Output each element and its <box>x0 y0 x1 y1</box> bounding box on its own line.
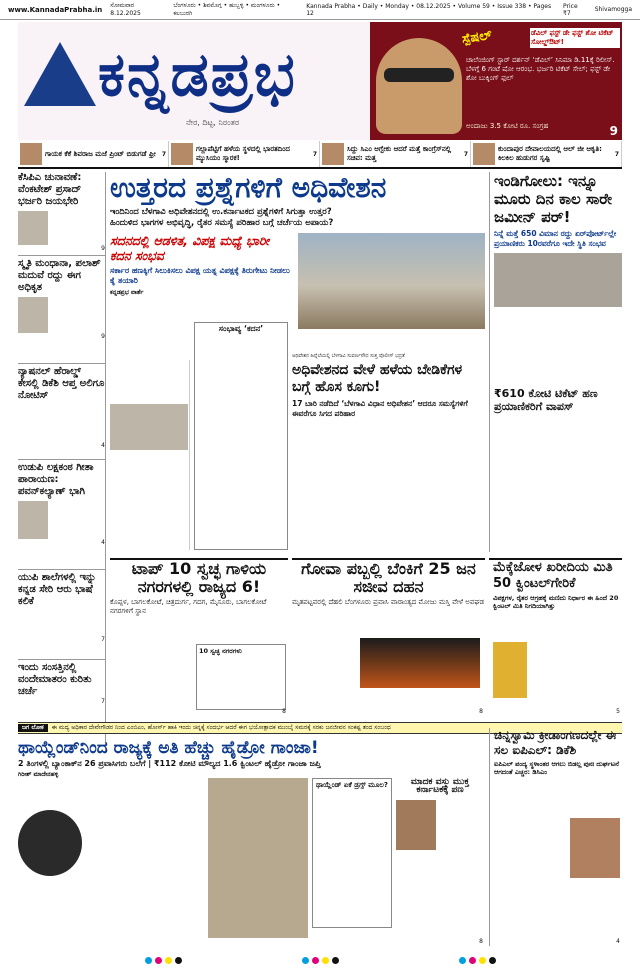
byline: ಗಿರೀಶ್ ಮಾದೇನಹಳ್ಳಿ <box>18 771 59 778</box>
site-url[interactable]: www.KannadaPrabha.in <box>8 5 103 14</box>
page-ref: 4 <box>101 539 105 546</box>
ganja-headline: ಥಾಯ್ಲೆಂಡ್‌ನಿಂದ ರಾಜ್ಯಕ್ಕೆ ಅತಿ ಹೆಚ್ಚು ಹೈಡ್ರೋ ಗಾಂಜಾ! <box>18 738 319 758</box>
teaser-text: ಗಲ್ಲಾಪೆಟ್ಟಿಗೆ ಹಳೆಯ ಸ್ಥಳದಲ್ಲಿ ಭಾರತದಿಂದ ಮ್ಯುಸಿಯಂ ಸ್ಮಾರಕ! <box>196 145 290 162</box>
left-headline: ನ್ಯಾಷನಲ್ ಹೆರಾಲ್ಡ್ ಕೇಸಲ್ಲಿ ಡಿಕೆಶಿ ಆಪ್ತ ಅಲಿಗೂ ನೋಟಿಸ್ <box>18 366 105 401</box>
sunglasses-icon <box>384 68 454 82</box>
teaser-item[interactable] <box>18 141 169 167</box>
clean-air-subhead: ಕೊಪ್ಪಳ, ಬಾಗಲಕೋಟೆ, ಚಿತ್ರದುರ್ಗ, ಗದಗ, ಮೈಸೂರು, ಬಾಗಲಕೋಟೆ ನಗರಗಳಿಗೆ ಸ್ಥಾನ <box>110 598 267 615</box>
teaser-item[interactable] <box>169 141 320 167</box>
color-dots-icon <box>459 957 496 964</box>
lead-left <box>110 233 294 329</box>
left-story[interactable] <box>18 172 105 256</box>
page-ref: 7 <box>101 698 105 705</box>
goa-story[interactable] <box>292 558 485 716</box>
price: Price ₹7 <box>563 2 578 17</box>
promo-footer: ಅಂದಾಜು 3.5 ಕೋಟಿ ರೂ. ಸಂಗ್ರಹ <box>466 122 549 130</box>
second-story[interactable] <box>292 362 485 550</box>
list-title: 10 ಸ್ವಚ್ಛ ನಗರಗಳು <box>199 647 242 655</box>
page-ref: 9 <box>101 245 105 252</box>
story-photo <box>18 297 48 333</box>
clean-air-headline: ಟಾಪ್ 10 ಸ್ವಚ್ಛ ಗಾಳಿಯ ನಗರಗಳಲ್ಲಿ ರಾಜ್ಯದ 6! <box>131 559 267 596</box>
left-headline: ಯುಪಿ ಶಾಲೆಗಳಲ್ಲಿ ಇನ್ನು ಕನ್ನಡ ಸೇರಿ ಆರು ಭಾಷೆ ಕಲಿಕೆ <box>18 572 97 607</box>
strip-text: ಈ ಮದ್ಯ ಅಧಿಕಾರ ದೇವೇಗೌಡರ ನಿಂದ ಎಂಬಿಎಂ, ಹೋರ್ಸ್ ಹಾಕಿ ಇಂದು ಚಿನ್ನಕ್ಕೆ ಸಂದರ್ಭ ಆದರೆ ಈಗ ಭಯೋತ್ಪಾದಕ ಮುಂಬೈ ಸಮರಕ್ಕೆ ಸರಕು ಜನಜೀವನ ಸಂಕಷ್ಟ ತಂದ ಸಂಬಂಧ <box>51 724 391 731</box>
seized-ganja-photo <box>208 778 308 938</box>
story-photo <box>18 501 48 539</box>
clean-air-story[interactable] <box>110 558 288 716</box>
teaser-text: ಕುಂದಾಪುರ ದೇವಾಲಯದಲ್ಲಿ ಆಲ್ ಜೀ ಆಕೃತಿ: ಕಿಲಕಿಲ ಹುಡುಗರ ಸೃಷ್ಟಿ <box>498 145 602 162</box>
newspaper-title: ಕನ್ನಡಪ್ರಭ <box>98 40 297 110</box>
teaser-page: 7 <box>614 150 619 158</box>
left-story[interactable] <box>18 364 105 460</box>
lead-body <box>110 360 190 550</box>
drugs-graphic-icon <box>18 810 82 876</box>
ganja-subhead: 2 ತಿಂಗಳಲ್ಲಿ ಬ್ಯಾಂಕಾಕ್‌ನ 26 ಪ್ರವಾಸಿಗರು ಬಲೆಗೆ | ₹112 ಕೋಟಿ ಮೌಲ್ಯದ 1.6 ಕ್ವಿಂಟಲ್ ಹೈಡ್ರೋ ಗಾಂಜಾ ಜಪ್ತಿ <box>18 759 321 768</box>
maize-headline: ಮೆಕ್ಕೆಜೋಳ ಖರೀದಿಯ ಮಿತಿ 50 ಕ್ವಿಂಟಲ್‌ಗೇರಿಕೆ <box>493 560 613 591</box>
why-thailand-box <box>312 778 392 928</box>
promo-sticker: ಸ್ಪೆಷಲ್ <box>461 27 493 48</box>
page-ref: 9 <box>101 333 105 340</box>
logo-triangle-icon <box>24 42 96 106</box>
goa-headline: ಗೋವಾ ಪಬ್ಬಲ್ಲಿ ಬೆಂಕಿಗೆ 25 ಜನ ಸಜೀವ ದಹನ <box>301 559 476 596</box>
color-dots-icon <box>145 957 182 964</box>
masthead <box>18 22 622 140</box>
ipl-story[interactable] <box>489 728 622 946</box>
ipl-headline: ಚಿನ್ನಸ್ವಾಮಿ ಕ್ರೀಡಾಂಗಣದಲ್ಲೇ ಈ ಸಲ ಐಪಿಎಲ್: ಡಿಕೆಶಿ <box>494 728 617 757</box>
teaser-text: ಸಿದ್ದು ಸಿಎಂ ಆಗ್ಬೇಕು ಆದರೆ ಮತ್ತೆ ಕಾಂಗ್ರೆಸ್‌ನಲ್ಲಿ ಸಚಿವ: ಮತ್ತ <box>347 145 452 162</box>
color-dots-icon <box>302 957 339 964</box>
box-title: ಥಾಯ್ಲೆಂಡ್ ಏಕೆ ಡ್ರಗ್ಸ್ ಮೂಲ? <box>316 781 388 789</box>
lead-headline: ಉತ್ತರದ ಪ್ರಶ್ನೆಗಳಿಗೆ ಅಧಿವೇಶನ <box>110 171 387 204</box>
teaser-thumb <box>20 143 42 165</box>
refund-headline: ₹610 ಕೋಟಿ ಟಿಕೆಟ್ ಹಣ ಪ್ರಯಾಣಿಕರಿಗೆ ವಾಪಸ್ <box>494 387 598 413</box>
left-story[interactable] <box>18 660 105 720</box>
edition: Shivamogga <box>594 6 633 13</box>
teaser-text: ಗಾಯಕ ಕೆಕೆ ಶಿವರಾಜ ಮಜೆ ಪ್ರಿಂಟ್ ಬಿಡುಗಡೆ ಫ್ರೀ <box>45 149 156 158</box>
fire-photo <box>360 638 480 688</box>
airport-photo <box>494 253 622 307</box>
drug-free-box <box>396 778 484 928</box>
lead-blue-deck: ಸರ್ಕಾರ ಹಣಕ್ಕಿಗೆ ಸಿಲುಕಿಸಲು ವಿಪಕ್ಷ ಯತ್ನ ವಿಪಕ್ಷಕ್ಕೆ ತಿರುಗೇಟು ನೀಡಲು ಕೈ ತಯಾರಿ <box>110 266 290 285</box>
left-headline: ಇಂದು ಸಂಸತ್ತಿನಲ್ಲಿ ವಂದೇಮಾತರಂ ಕುರಿತು ಚರ್ಚೆ <box>18 662 92 697</box>
lead-subhead: ಇಂದಿನಿಂದ ಬೆಳಗಾವಿ ಅಧಿವೇಶನದಲ್ಲಿ ಉ.ಕರ್ನಾಟಕದ ಪ್ರಶ್ನೆಗಳಿಗೆ ಸಿಗುತ್ತಾ ಉತ್ತರ? <box>110 207 332 217</box>
right-story[interactable] <box>489 172 622 552</box>
sambhavya-box <box>194 322 288 550</box>
teaser-thumb <box>322 143 344 165</box>
edition-cities: ಬೆಂಗಳೂರು • ಶಿವಮೊಗ್ಗ • ಹುಬ್ಬಳ್ಳಿ • ಮಂಗಳೂರು • ಕಲಬುರಗಿ <box>173 1 281 17</box>
page-ref: 4 <box>616 938 620 945</box>
left-column <box>18 172 106 752</box>
page-ref: 8 <box>282 708 286 715</box>
left-headline: ಕೆಸಿಪಿಎ ಚುನಾವಣೆ: ವೆಂಕಟೇಶ್ ಪ್ರಸಾದ್ ಭರ್ಜರಿ ಜಯಭೇರಿ <box>18 172 82 207</box>
box-title: ಮಾದಕ ವಸ್ತು ಮುಕ್ತ ಕರ್ನಾಟಕಕ್ಕೆ ಪಣ <box>410 777 470 795</box>
tagline: ನೇರ, ದಿಟ್ಟ, ನಿರಂತರ <box>186 118 240 127</box>
promo-headline: ಡೆವಿಲ್ ಫಸ್ಟ್ ಡೇ ಫಸ್ಟ್ ಶೋ ಟಿಕೆಟ್ ಸೋಲ್ಡ್‌ಔಟ್! <box>530 28 620 48</box>
lead-story[interactable] <box>110 172 485 360</box>
issue-meta: Kannada Prabha • Daily • Monday • 08.12.2025 • Volume 59 • Issue 338 • Pages 12 <box>306 2 552 17</box>
registration-marks <box>0 950 640 970</box>
page-ref: 8 <box>479 708 483 715</box>
teaser-thumb <box>171 143 193 165</box>
left-headline: ಉಡುಪಿ ಲಕ್ಷಕಂಠ ಗೀತಾ ಪಾರಾಯಣ: ಪವನ್‌ಕಲ್ಯಾಣ್ ಭಾಗಿ <box>18 462 94 497</box>
promo-body: ಚಾಲೆಂಜಿಂಗ್ ಸ್ಟಾರ್ ದರ್ಶನ್ ‘ಡೆವಿಲ್’ ಸಿನಿಮಾ ಡಿ.11ಕ್ಕೆ ರಿಲೀಸ್. ಬೆಳಗ್ಗೆ 6 ಗಂಟೆ ಷೋ ಆರಂಭ. ಭರ್ಜರಿ ಟಿಕೆಟ್ ಸೇಲ್; ಫಸ್ಟ್ ಡೇ ಶೋ ಬುಕ್ಕಿಂಗ್ ಫುಲ್ <box>466 56 615 82</box>
teaser-item[interactable] <box>320 141 471 167</box>
right-headline: ಇಂಡಿಗೋಲು: ಇನ್ನೂ ಮೂರು ದಿನ ಕಾಲ ಸಾರೇ ಜಮೀನ್ ಪರ್! <box>494 172 613 226</box>
right-subhead: ನಿನ್ನೆ ಮತ್ತೆ 650 ವಿಮಾನ ರದ್ದು ಏರ್‌ಪೋರ್ಟ್‌ಲ್ಲೇ ಪ್ರಯಾಣಿಕರು 10ರವರೆಗೂ ಇದೇ ಸ್ಥಿತಿ ಸಂಭವ <box>494 229 617 248</box>
maize-subhead: ವಿಪಕ್ಷಗಳ, ರೈತರ ಆಗ್ರಹಕ್ಕೆ ಮಣಿದು ನಿರ್ಧಾರ ಈ ಹಿಂದೆ 20 ಕ್ವಿಂಟಲ್ ಮಿತಿ ನಿಗದಿಯಾಗಿತ್ತು <box>493 594 619 610</box>
lead-subhead: ಹಿಂದುಳಿದ ಭಾಗಗಳ ಅಭಿವೃದ್ಧಿ, ರೈತರ ಸಮಸ್ಯೆ ಪರಿಹಾರ ಬಗ್ಗೆ ಚರ್ಚೆಯ ಅಪಾಯ? <box>110 218 334 228</box>
minister-photo <box>396 800 436 850</box>
teaser-page: 7 <box>463 150 468 158</box>
page-ref: 7 <box>101 636 105 643</box>
lead-photo <box>298 233 486 329</box>
maize-photo <box>493 642 527 698</box>
story-photo <box>18 211 48 245</box>
lead-red-deck: ಸದನದಲ್ಲಿ ಆಡಳಿತ, ವಿಪಕ್ಷ ಮಧ್ಯೆ ಭಾರೀ ಕದನ ಸಂಭವ <box>110 233 270 263</box>
teaser-page: 7 <box>161 150 166 158</box>
teaser-item[interactable] <box>471 141 622 167</box>
clean-cities-list <box>196 644 286 710</box>
dk-photo <box>570 818 620 878</box>
byline: ಕನ್ನಡಪ್ರಭ ವಾರ್ತೆ <box>110 289 144 296</box>
box-title: ಸಂಭಾವ್ಯ ‘ಕದನ’ <box>218 324 264 333</box>
ipl-subhead: ಐಪಿಎಲ್ ಪಂದ್ಯ ಸ್ಥಳಾಂತರ ಆಗಲು ಬಿಡಲ್ಲ ಪುನಃ ದುರ್ಘಟನೆ ಆಗದಂತೆ ಎಚ್ಚರ: ಡಿಸಿಎಂ <box>494 760 620 776</box>
page-ref: 8 <box>479 938 483 945</box>
top-strip <box>0 0 640 20</box>
teaser-page: 7 <box>312 150 317 158</box>
actor-photo <box>376 38 462 134</box>
strip-label: ಜಗ ಲೋಕ <box>18 724 48 732</box>
left-story[interactable] <box>18 570 105 660</box>
left-story[interactable] <box>18 256 105 364</box>
maize-story[interactable] <box>489 558 622 716</box>
teaser-row <box>18 141 622 169</box>
left-story[interactable] <box>18 460 105 570</box>
second-headline: ಅಧಿವೇಶನದ ವೇಳೆ ಹಳೆಯ ಬೇಡಿಕೆಗಳ ಬಗ್ಗೆ ಹೊಸ ಕೂಗು! <box>292 362 463 395</box>
ganja-story[interactable] <box>18 738 485 946</box>
left-headline: ಸ್ಮೃತಿ ಮಂಧಾನಾ, ಪಲಾಶ್ ಮದುವೆ ರದ್ದು ಈಗ ಅಧಿಕೃತ <box>18 258 101 293</box>
issue-date: ಸೋಮವಾರ 8.12.2025 <box>110 2 141 17</box>
page-ref: 5 <box>616 708 620 715</box>
building-photo <box>110 404 188 450</box>
lead-photo-caption: ಅಧಿವೇಶನ ಹಿನ್ನೆಲೆಯಲ್ಲಿ ಬೆಳಗಾವಿ ಸುವರ್ಣಸೌಧ ಸುತ್ತ ಪೊಲೀಸ್ ಭದ್ರತೆ <box>292 353 405 359</box>
promo-page: 9 <box>609 124 618 138</box>
page-ref: 4 <box>101 442 105 449</box>
teaser-thumb <box>473 143 495 165</box>
promo-banner[interactable] <box>370 22 622 140</box>
second-subhead: 17 ಬಾರಿ ನಡೆದಿದೆ ‘ಬೆಳಗಾವಿ ವಿಧಾನ ಅಧಿವೇಶನ’ ಆದರೂ ಸಮಸ್ಯೆಗಳಿಗೆ ಈವರೆಗೂ ಸಿಗದ ಪರಿಹಾರ <box>292 399 468 418</box>
goa-subhead: ಮೃತಪಟ್ಟವರಲ್ಲಿ ದೆಹಲಿ ಬೆಂಗಳೂರು ಪ್ರವಾಸಿ ವಾರಾಂತ್ಯದ ಮೋಜು ಮಸ್ತಿ ವೇಳೆ ಅವಘಡ <box>292 598 485 606</box>
